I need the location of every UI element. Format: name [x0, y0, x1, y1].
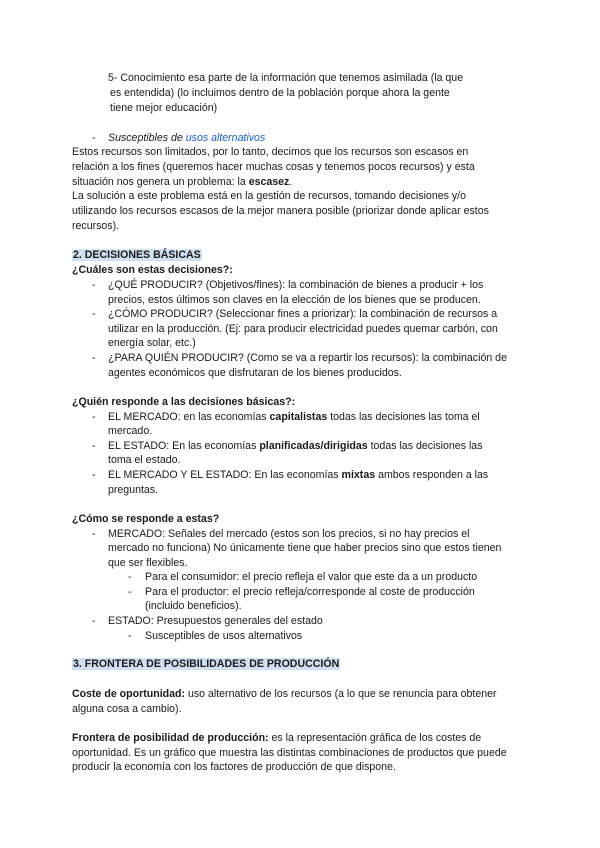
sub-bullet-dash: -: [128, 571, 132, 583]
decision-quien-line-1: ¿PARA QUIÉN PRODUCIR? (Como se va a repartir los recursos): la combinación de: [108, 352, 507, 364]
paragraph-1-line-1: Estos recursos son limitados, por lo tanto, decimos que los recursos son escasos en: [72, 146, 469, 158]
text-fragment: todas las decisiones las: [367, 440, 483, 452]
paragraph-1-line-3: [72, 176, 292, 189]
bullet-dash: -: [92, 440, 96, 452]
susceptibles-line: [108, 132, 265, 145]
section-3-heading: [72, 658, 340, 671]
planificadas-bold: planificadas/dirigidas: [259, 440, 368, 452]
escasez-bold: escasez: [248, 176, 290, 188]
item-5-line-3: tiene mejor educación): [110, 102, 218, 114]
bullet-dash: -: [92, 469, 96, 481]
frontera-label: Frontera de posibilidad de producción:: [72, 732, 269, 744]
productor-line-2: (incluido beneficios).: [145, 600, 242, 612]
respuesta-mixta-line-2: preguntas.: [108, 484, 159, 496]
bullet-dash: -: [92, 615, 96, 627]
coste-oportunidad-line-1: [72, 688, 497, 701]
bullet-dash: -: [92, 132, 96, 144]
paragraph-2-line-1: La solución a este problema está en la gestión de recursos, tomando decisiones y/o: [72, 190, 466, 202]
bullet-dash: -: [92, 352, 96, 364]
item-5-line-1: 5- Conocimiento esa parte de la información que tenemos asimilada (la que: [108, 72, 464, 84]
frontera-line-2: oportunidad. Es un gráfico que muestra las distintas combinaciones de productos que puede: [72, 747, 507, 759]
productor-line-1: Para el productor: el precio refleja/corresponde al coste de producción: [145, 586, 475, 598]
paragraph-2-line-3: recursos).: [72, 220, 120, 232]
decision-quien-line-2: agentes económicos que disfrutaran de los bienes producidos.: [108, 367, 402, 379]
text-fragment: EL MERCADO Y EL ESTADO: En las economías: [108, 469, 342, 481]
text-fragment: todas las decisiones las toma el: [327, 411, 480, 423]
respuesta-mixta-line-1: [108, 469, 488, 482]
coste-oportunidad-label: Coste de oportunidad:: [72, 688, 185, 700]
sub-bullet-dash: -: [128, 586, 132, 598]
estado-sub-line: Susceptibles de usos alternativos: [145, 630, 303, 642]
respuesta-mercado-line-2: mercado.: [108, 425, 153, 437]
frontera-line-3: producir la economía con los factores de producción de que dispone.: [72, 761, 396, 773]
text-fragment: EL ESTADO: En las economías: [108, 440, 260, 452]
bullet-dash: -: [92, 411, 96, 423]
text-fragment: .: [289, 176, 293, 188]
text-fragment: situación nos genera un problema: la: [72, 176, 249, 188]
sub-bullet-dash: -: [128, 630, 132, 642]
bullet-dash: -: [92, 279, 96, 291]
question-2: ¿Quién responde a las decisiones básicas?:: [72, 396, 296, 408]
mercado-line-1: MERCADO: Señales del mercado (estos son los precios, si no hay precios el: [108, 528, 470, 540]
capitalistas-bold: capitalistas: [269, 411, 328, 423]
decision-que-line-2: precios, estos últimos son claves en la elección de los bienes que se producen.: [108, 294, 481, 306]
usos-alternativos-link[interactable]: usos alternativos: [185, 132, 266, 144]
item-5-line-2: es entendida) (lo incluimos dentro de la población porque ahora la gente: [110, 87, 450, 99]
decision-como-line-1: ¿CÓMO PRODUCIR? (Seleccionar fines a priorizar): la combinación de recursos a: [108, 308, 498, 320]
decision-que-line-1: ¿QUÉ PRODUCIR? (Objetivos/fines): la combinación de bienes a producir + los: [108, 279, 484, 291]
section-3-heading-text: 3. FRONTERA DE POSIBILIDADES DE PRODUCCIÓN: [73, 658, 340, 670]
decision-como-line-3: energía solar, etc.): [108, 337, 196, 349]
text-fragment: es la representación gráfica de los costes de: [268, 732, 482, 744]
coste-oportunidad-line-2: alguna cosa a cambio).: [72, 703, 182, 715]
susceptibles-prefix: Susceptibles de: [108, 132, 186, 144]
bullet-dash: -: [92, 308, 96, 320]
paragraph-2-line-2: utilizando los recursos escasos de la mejor manera posible (priorizar donde aplicar estos: [72, 205, 489, 217]
text-fragment: uso alternativo de los recursos (a lo que se renuncia para obtener: [185, 688, 497, 700]
respuesta-estado-line-1: [108, 440, 483, 453]
estado-line: ESTADO: Presupuestos generales del estado: [108, 615, 323, 627]
text-fragment: ambos responden a las: [375, 469, 489, 481]
frontera-line-1: [72, 732, 481, 745]
question-1: ¿Cuáles son estas decisiones?:: [72, 264, 233, 276]
mixtas-bold: mixtas: [341, 469, 376, 481]
respuesta-estado-line-2: toma el estado.: [108, 454, 181, 466]
consumidor-line: Para el consumidor: el precio refleja el valor que este da a un producto: [145, 571, 478, 583]
bullet-dash: -: [92, 528, 96, 540]
paragraph-1-line-2: relación a los fines (queremos hacer muchas cosas y tenemos pocos recursos) y esta: [72, 161, 475, 173]
text-fragment: EL MERCADO: en las economías: [108, 411, 270, 423]
mercado-line-2: mercado no funciona) No únicamente tiene que haber precios sino que estos tienen: [108, 542, 502, 554]
decision-como-line-2: utilizar en la producción. (Ej: para producir electricidad puedes quemar carbón, con: [108, 323, 498, 335]
section-2-heading-text: 2. DECISIONES BÁSICAS: [73, 249, 201, 261]
section-2-heading: [72, 249, 202, 262]
respuesta-mercado-line-1: [108, 411, 480, 424]
mercado-line-3: que ser flexibles.: [108, 557, 188, 569]
question-3: ¿Cómo se responde a estas?: [72, 513, 220, 525]
